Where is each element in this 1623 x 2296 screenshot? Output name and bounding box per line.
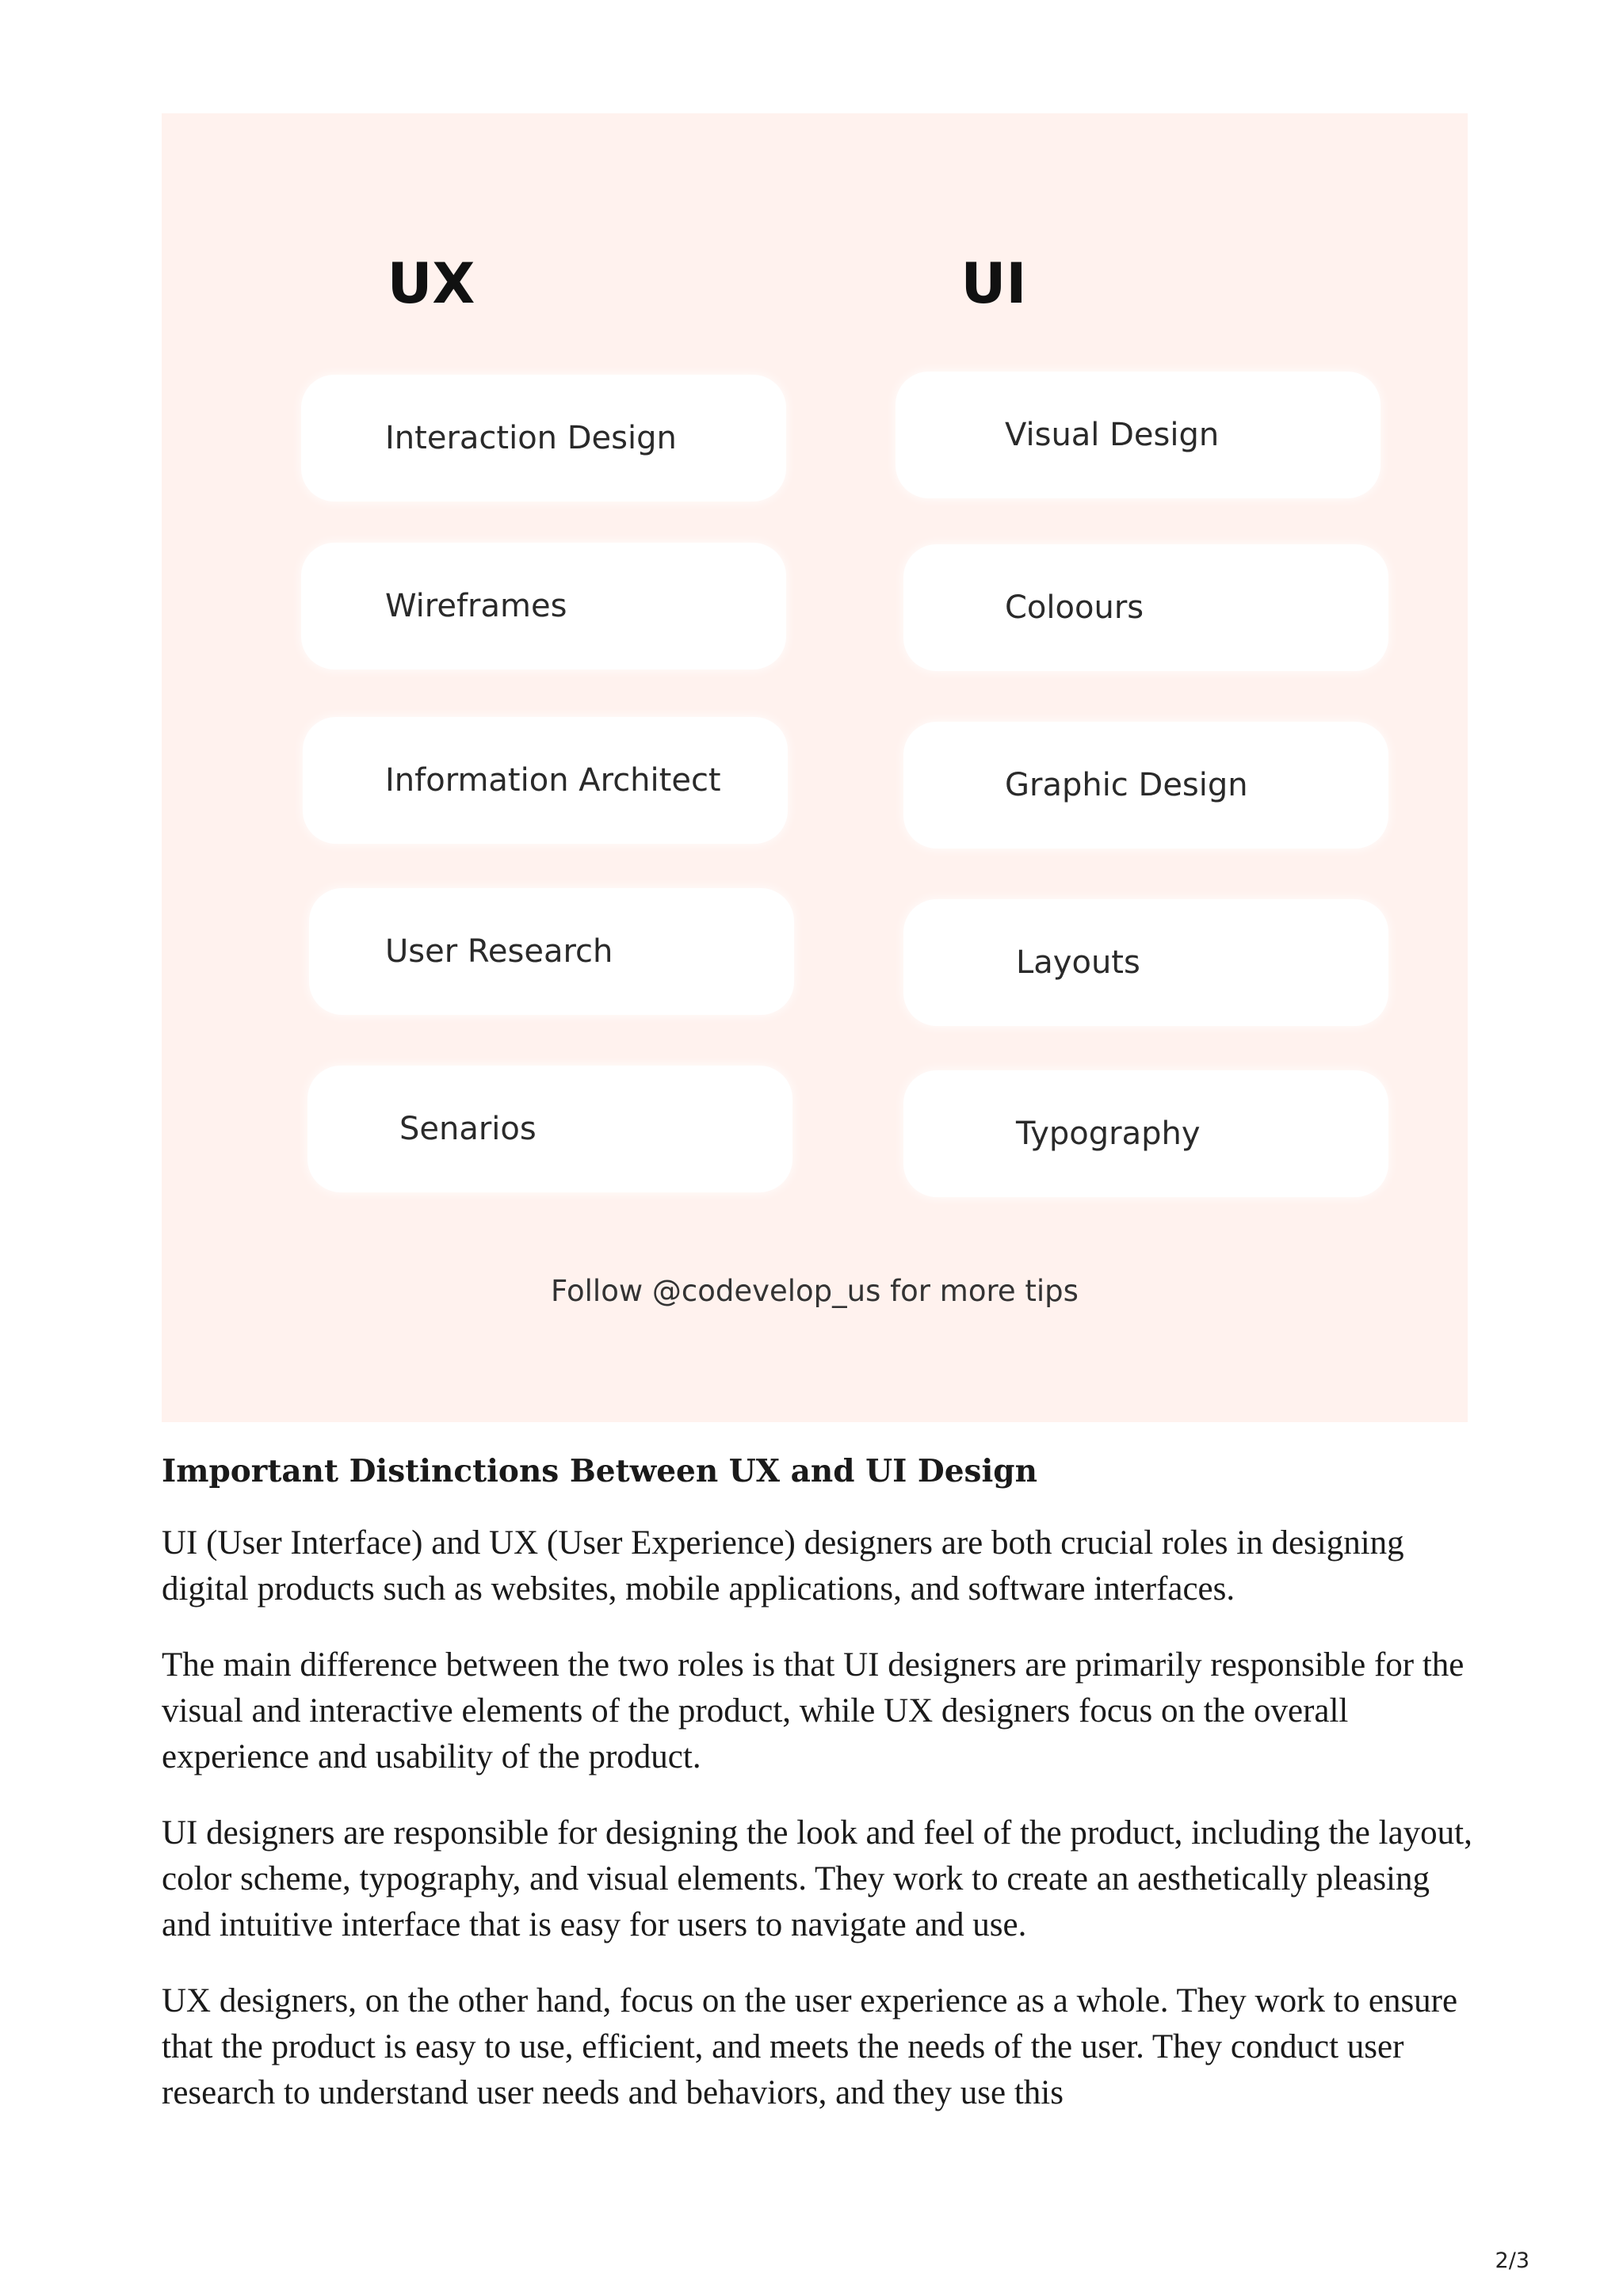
ux-item-interaction-design: Interaction Design bbox=[301, 375, 786, 502]
ux-item-user-research: User Research bbox=[309, 888, 794, 1015]
ux-vs-ui-infographic bbox=[162, 113, 1468, 1422]
paragraph: The main difference between the two roles is that UI designers are primarily responsible for the visual and interactive elements of the product, while UX designers focus on the overall experience and usability of the product. bbox=[162, 1646, 1465, 1775]
paragraph: UX designers, on the other hand, focus on the user experience as a whole. They work to ensure that the product is easy to use, efficient, and meets the needs of the user. They conduct user research to understand user needs and behaviors, and they use this bbox=[162, 1981, 1458, 2111]
ui-item-typography: Typography bbox=[903, 1070, 1388, 1197]
paragraph: UI (User Interface) and UX (User Experience) designers are both crucial roles in designing digital products such as websites, mobile applications, and software interfaces. bbox=[162, 1524, 1404, 1608]
article-body bbox=[162, 1451, 1477, 2146]
section-heading: Important Distinctions Between UX and UI Design bbox=[162, 1453, 1037, 1489]
ux-heading: UX bbox=[387, 251, 475, 316]
follow-credit: Follow @codevelop_us for more tips bbox=[551, 1274, 1079, 1308]
ux-item-information-architect: Information Architect bbox=[303, 717, 788, 844]
ui-item-layouts: Layouts bbox=[903, 899, 1388, 1026]
page-number: 2/3 bbox=[1495, 2248, 1529, 2273]
ui-item-coloours: Coloours bbox=[903, 544, 1388, 671]
ux-item-senarios: Senarios bbox=[307, 1066, 792, 1192]
paragraph: UI designers are responsible for designing the look and feel of the product, including the layout, color scheme, typography, and visual elements. They work to create an aesthetically pleasing and intuitive interface that is easy for users to navigate and use. bbox=[162, 1814, 1472, 1943]
ux-item-wireframes: Wireframes bbox=[301, 543, 786, 669]
ui-heading: UI bbox=[960, 251, 1027, 316]
ui-item-visual-design: Visual Design bbox=[896, 372, 1381, 498]
ui-item-graphic-design: Graphic Design bbox=[903, 722, 1388, 849]
